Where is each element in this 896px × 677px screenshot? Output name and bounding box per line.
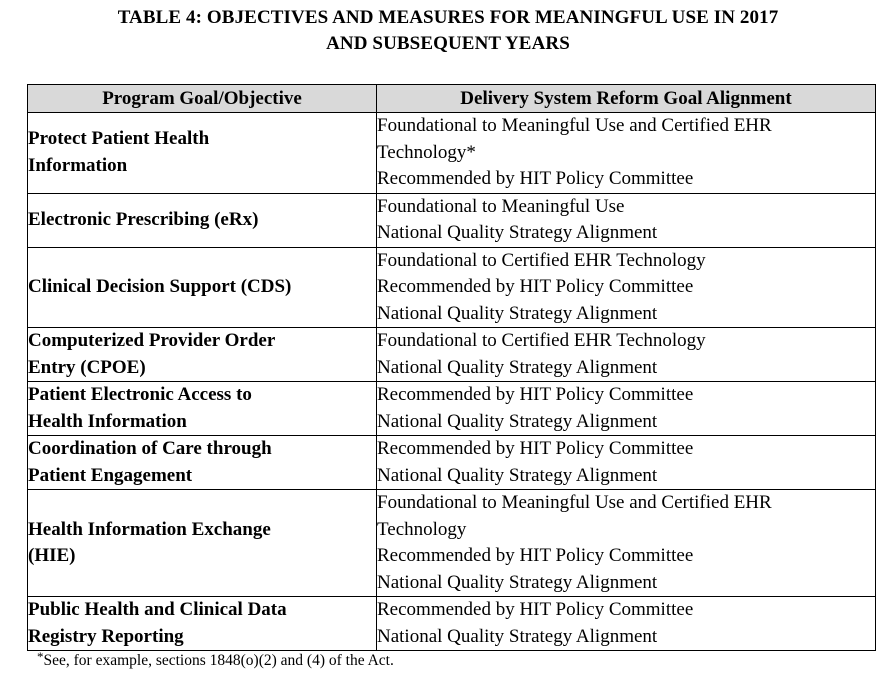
alignment-cell <box>377 247 876 328</box>
table-header-row <box>28 85 876 113</box>
alignment-text: National Quality Strategy Alignment <box>377 571 658 593</box>
goal-text: Clinical Decision Support (CDS) <box>28 276 292 297</box>
goal-text: Patient Engagement <box>28 464 193 486</box>
goal-text: Computerized Provider Order <box>28 330 276 351</box>
goal-text: Health Information Exchange <box>28 518 271 540</box>
footnote <box>37 651 394 671</box>
alignment-text: Technology* <box>377 141 476 163</box>
goal-cell <box>28 113 377 194</box>
table-row <box>28 490 876 597</box>
alignment-text: National Quality Strategy Alignment <box>377 222 658 243</box>
alignment-cell <box>377 113 876 194</box>
alignment-text: National Quality Strategy Alignment <box>377 302 658 324</box>
goal-text: Protect Patient Health <box>28 128 210 150</box>
goal-cell <box>28 490 377 597</box>
alignment-cell <box>377 328 876 382</box>
table-row <box>28 113 876 194</box>
alignment-text: Foundational to Certified EHR Technology <box>377 330 706 351</box>
alignment-text: Recommended by HIT Policy Committee <box>377 384 694 405</box>
alignment-cell <box>377 382 876 436</box>
goal-text: Electronic Prescribing (eRx) <box>28 208 259 230</box>
goal-text: Public Health and Clinical Data <box>28 599 287 620</box>
alignment-text: Recommended by HIT Policy Committee <box>377 168 694 189</box>
table-row <box>28 328 876 382</box>
header-alignment: Delivery System Reform Goal Alignment <box>377 85 876 113</box>
alignment-text: National Quality Strategy Alignment <box>377 464 658 486</box>
alignment-text: Recommended by HIT Policy Committee <box>377 276 694 297</box>
alignment-text: National Quality Strategy Alignment <box>377 410 658 432</box>
alignment-cell <box>377 490 876 597</box>
table-title-line-1: TABLE 4: OBJECTIVES AND MEASURES FOR MEANINGFUL USE IN 2017 <box>117 7 779 28</box>
goal-text: (HIE) <box>28 545 76 566</box>
table-row <box>28 382 876 436</box>
header-program-goal: Program Goal/Objective <box>28 85 377 113</box>
alignment-text: Recommended by HIT Policy Committee <box>377 599 694 620</box>
goal-cell <box>28 436 377 490</box>
table-row <box>28 247 876 328</box>
table-row <box>28 436 876 490</box>
alignment-cell <box>377 597 876 651</box>
alignment-text: Foundational to Meaningful Use and Certified EHR <box>377 115 772 136</box>
alignment-text: Foundational to Meaningful Use and Certified EHR <box>377 492 772 513</box>
table-row <box>28 193 876 247</box>
alignment-text: Recommended by HIT Policy Committee <box>377 545 694 566</box>
table-title-line-2: AND SUBSEQUENT YEARS <box>326 33 570 54</box>
alignment-text: Recommended by HIT Policy Committee <box>377 438 694 459</box>
goal-cell <box>28 328 377 382</box>
alignment-text: Technology <box>377 518 467 540</box>
goal-cell <box>28 247 377 328</box>
goal-cell <box>28 382 377 436</box>
goal-text: Health Information <box>28 410 187 432</box>
alignment-text: National Quality Strategy Alignment <box>377 625 658 647</box>
goal-cell <box>28 193 377 247</box>
alignment-text: National Quality Strategy Alignment <box>377 356 658 378</box>
goal-text: Coordination of Care through <box>28 438 272 459</box>
goal-cell <box>28 597 377 651</box>
goal-text: Entry (CPOE) <box>28 356 146 378</box>
footnote-text: See, for example, sections 1848(o)(2) and (4) of the Act. <box>43 652 394 669</box>
table-row <box>28 597 876 651</box>
goal-text: Registry Reporting <box>28 625 184 647</box>
objectives-table <box>27 84 876 651</box>
goal-text: Patient Electronic Access to <box>28 384 252 405</box>
goal-text: Information <box>28 154 128 176</box>
alignment-text: Foundational to Meaningful Use <box>377 195 625 217</box>
alignment-cell <box>377 436 876 490</box>
footnote-marker: * <box>37 649 44 664</box>
alignment-cell <box>377 193 876 247</box>
alignment-text: Foundational to Certified EHR Technology <box>377 249 706 271</box>
